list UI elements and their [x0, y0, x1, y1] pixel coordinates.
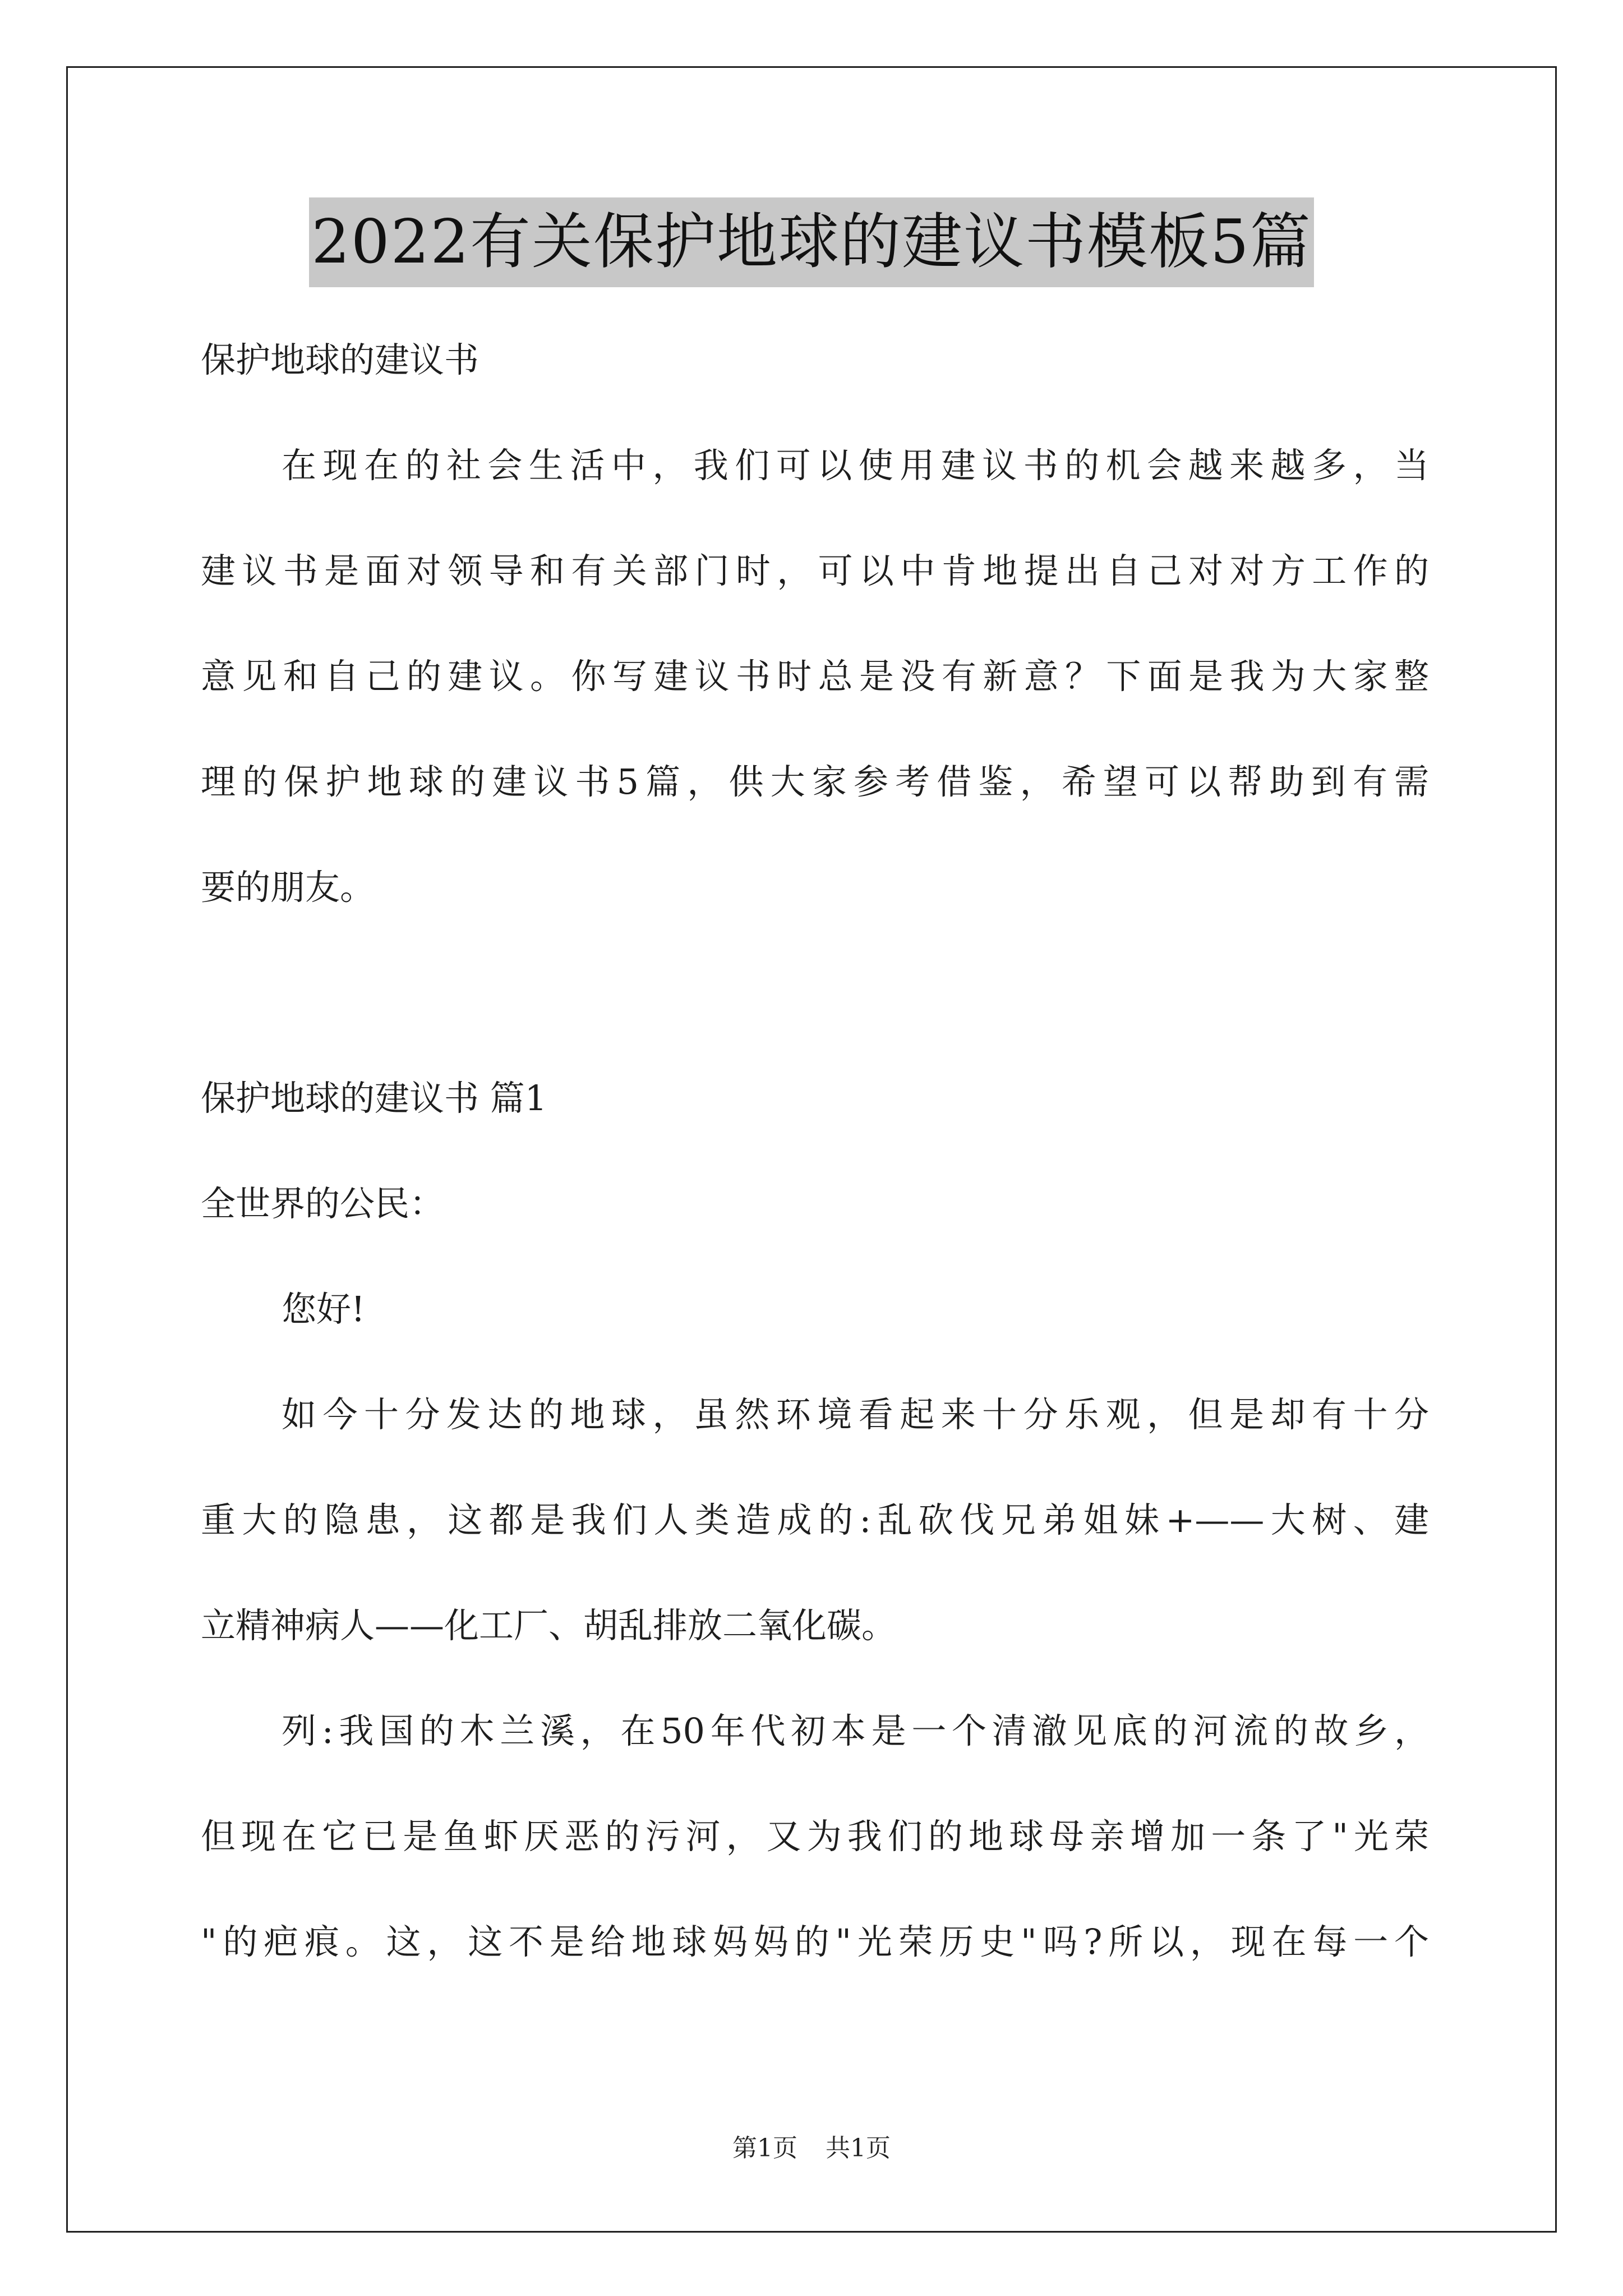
page-border: [66, 66, 1557, 2233]
page-number-current: 第1页: [732, 2134, 797, 2162]
paragraph-line: 要的朋友。: [201, 867, 375, 908]
paragraph-line: 如今十分发达的地球，虽然环境看起来十分乐观，但是却有十分: [282, 1394, 1429, 1435]
paragraph-line: 立精神病人——化工厂、胡乱排放二氧化碳。: [201, 1605, 897, 1646]
paragraph-line: 列:我国的木兰溪，在50年代初本是一个清澈见底的河流的故乡，: [282, 1710, 1429, 1751]
paragraph-line: 理的保护地球的建议书5篇，供大家参考借鉴，希望可以帮助到有需: [201, 761, 1429, 802]
document-title: 2022有关保护地球的建议书模板5篇: [309, 197, 1314, 287]
section-heading: 保护地球的建议书 篇1: [201, 1078, 547, 1119]
greeting: 您好!: [282, 1289, 365, 1329]
page-number-total: 共1页: [826, 2134, 891, 2162]
paragraph-line: 在现在的社会生活中，我们可以使用建议书的机会越来越多，当: [282, 445, 1429, 486]
paragraph-line: 但现在它已是鱼虾厌恶的污河，又为我们的地球母亲增加一条了"光荣: [201, 1816, 1429, 1857]
salutation: 全世界的公民：: [201, 1183, 445, 1224]
paragraph-line: 意见和自己的建议。你写建议书时总是没有新意？下面是我为大家整: [201, 656, 1429, 697]
title-container: [0, 197, 1623, 287]
paragraph-line: 建议书是面对领导和有关部门时，可以中肯地提出自己对对方工作的: [201, 550, 1429, 591]
paragraph-line: "的疤痕。这，这不是给地球妈妈的"光荣历史"吗?所以，现在每一个: [201, 1921, 1429, 1962]
section-heading: 保护地球的建议书: [201, 339, 479, 380]
page-footer: [0, 2132, 1623, 2165]
paragraph-line: 重大的隐患，这都是我们人类造成的:乱砍伐兄弟姐妹+——大树、建: [201, 1499, 1429, 1540]
